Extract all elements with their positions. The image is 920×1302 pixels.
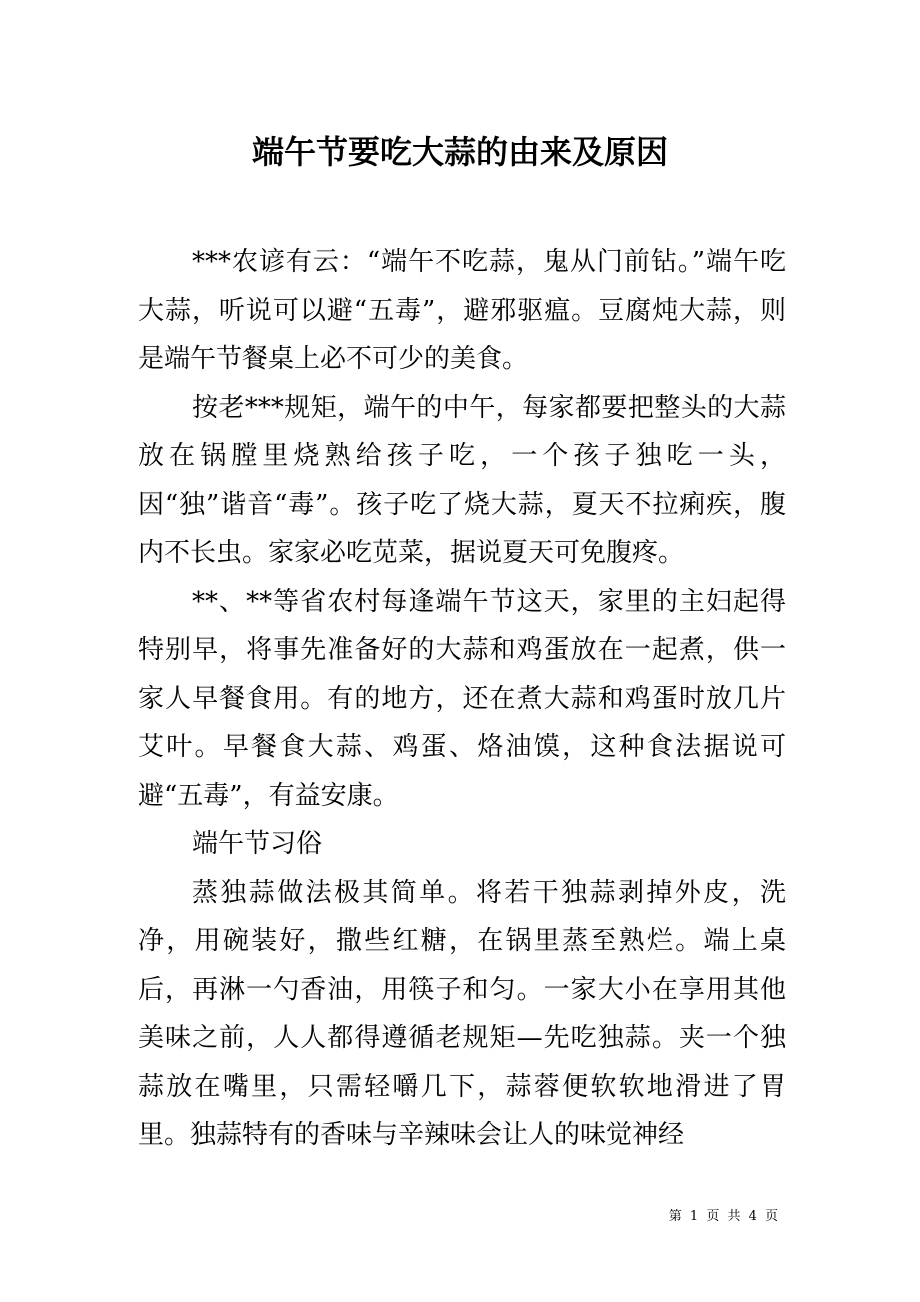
page-number-footer: 第 1 页 共 4 页 [668,1209,780,1224]
paragraph-3: **、**等省农村每逢端午节这天，家里的主妇起得特别早，将事先准备好的大蒜和鸡蛋放在一起煮，供一家人早餐食用。有的地方，还在煮大蒜和鸡蛋时放几片艾叶。早餐食大蒜、鸡蛋、烙油馍，这种食法据说可避“五毒”，有益安康。 [138,586,786,811]
section-heading: 端午节习俗 [192,829,323,859]
paragraph-1: ***农谚有云：“端午不吃蒜，鬼从门前钻。”端午吃大蒜，听说可以避“五毒”，避邪驱瘟。豆腐炖大蒜，则是端午节餐桌上必不可少的美食。 [138,247,786,374]
paragraph-2: 按老***规矩，端午的中午，每家都要把整头的大蒜放在锅膛里烧熟给孩子吃，一个孩子独吃一头，因“独”谐音“毒”。孩子吃了烧大蒜，夏天不拉痢疾，腹内不长虫。家家必吃苋菜，据说夏天可免腹疼。 [138,392,786,568]
document-title: 端午节要吃大蒜的由来及原因 [251,133,668,171]
paragraph-4: 蒸独蒜做法极其简单。将若干独蒜剥掉外皮，洗净，用碗装好，撒些红糖，在锅里蒸至熟烂。端上桌后，再淋一勺香油，用筷子和匀。一家大小在享用其他美味之前，人人都得遵循老规矩—先吃独蒜。夹一个独蒜放在嘴里，只需轻嚼几下，蒜蓉便软软地滑进了胃里。独蒜特有的香味与辛辣味会让人的味觉神经 [138,877,786,1150]
document-body [138,238,786,1160]
